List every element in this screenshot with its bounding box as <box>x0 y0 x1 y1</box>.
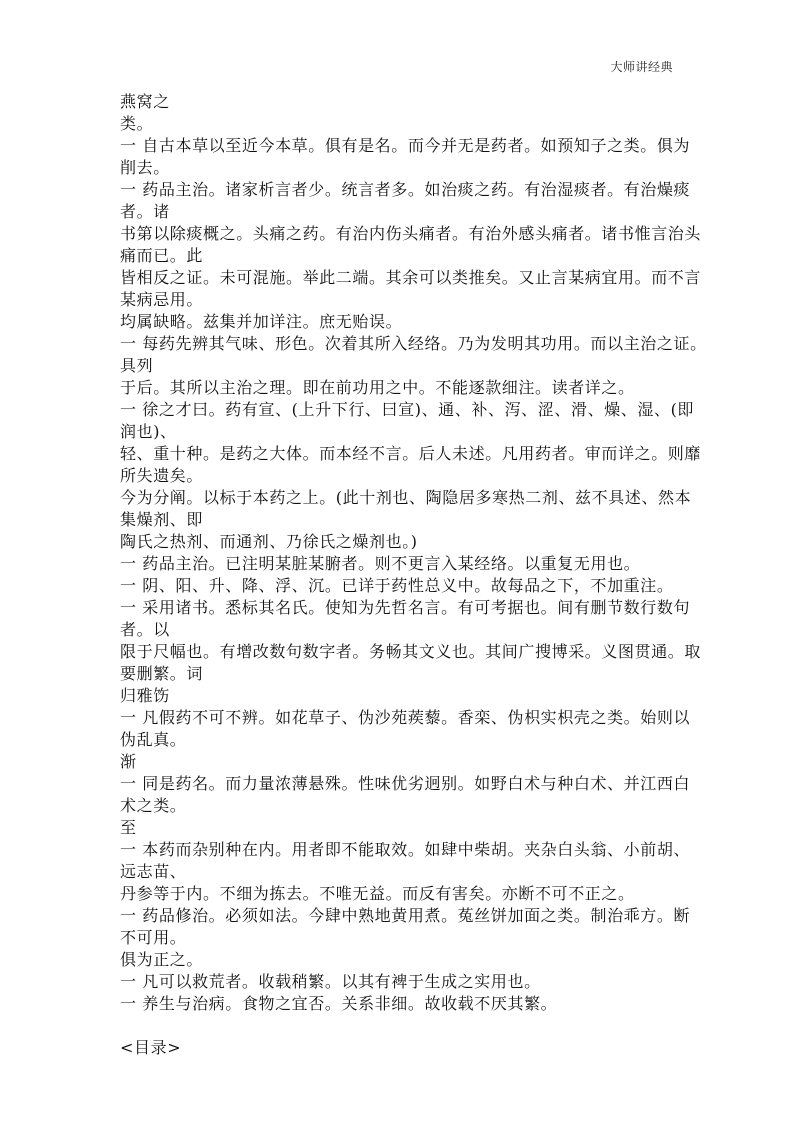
text-line: 一 采用诸书。悉标其名氏。使知为先哲名言。有可考据也。间有删节数行数句 <box>120 598 691 617</box>
document-body <box>120 91 707 1059</box>
text-line: 一 同是药名。而力量浓薄悬殊。性味优劣迥别。如野白术与种白术、并江西白 <box>120 774 691 793</box>
table-of-contents-link[interactable]: <目录> <box>120 1038 182 1057</box>
text-line: 者。诸 <box>120 202 170 221</box>
text-line: 术之类。 <box>120 796 187 815</box>
text-line: 一 药品主治。已注明某脏某腑者。则不更言入某经络。以重复无用也。 <box>120 554 641 573</box>
text-line: 至 <box>120 818 137 837</box>
text-line: 一 凡假药不可不辨。如花草子、伪沙苑蒺藜。香栾、伪枳实枳壳之类。始则以 <box>120 708 691 727</box>
text-line: 要删繁。词 <box>120 664 204 683</box>
text-line: 限于尺幅也。有增改数句数字者。务畅其文义也。其间广搜博采。义图贯通。取 <box>120 642 702 661</box>
text-line: 书第以除痰概之。头痛之药。有治内伤头痛者。有治外感头痛者。诸书惟言治头 <box>120 224 702 243</box>
text-line: 陶氏之热剂、而通剂、乃徐氏之燥剂也。) <box>120 532 418 551</box>
text-line: 归雅饬 <box>120 686 170 705</box>
text-line: 一 本药而杂别种在内。用者即不能取效。如肆中柴胡。夹杂白头翁、小前胡、 <box>120 840 691 859</box>
text-line: 不可用。 <box>120 928 187 947</box>
text-line: 一 徐之才曰。药有宣、(上升下行、曰宣)、通、补、泻、涩、滑、燥、湿、(即 <box>120 400 695 419</box>
text-line: 轻、重十种。是药之大体。而本经不言。后人未述。凡用药者。审而详之。则靡 <box>120 444 702 463</box>
page-header: 大师讲经典 <box>610 60 673 74</box>
text-line: 痛而已。此 <box>120 246 204 265</box>
text-line: 润也)、 <box>120 422 177 441</box>
text-line: 一 每药先辨其气味、形色。次着其所入经络。乃为发明其功用。而以主治之证。 <box>120 334 707 353</box>
toc-line <box>120 1037 676 1059</box>
text-line: 一 药品修治。必须如法。今肆中熟地黄用煮。菟丝饼加面之类。制治乖方。断 <box>120 906 691 925</box>
text-line: 一 养生与治病。食物之宜否。关系非细。故收载不厌其繁。 <box>120 994 558 1013</box>
text-line: 伪乱真。 <box>120 730 187 749</box>
text-line: 一 阴、阳、升、降、浮、沉。已详于药性总义中。故每品之下，不加重注。 <box>120 576 674 595</box>
text-line: 类。 <box>120 114 154 133</box>
text-line: 一 自古本草以至近今本草。俱有是名。而今并无是药者。如预知子之类。俱为 <box>120 136 691 155</box>
text-line: 渐 <box>120 752 137 771</box>
text-line: 一 药品主治。诸家析言者少。统言者多。如治痰之药。有治湿痰者。有治燥痰 <box>120 180 691 199</box>
text-line: 集燥剂、即 <box>120 510 204 529</box>
text-line: 削去。 <box>120 158 170 177</box>
text-line: 者。以 <box>120 620 170 639</box>
text-line: 燕窝之 <box>120 92 170 111</box>
text-line: 丹参等于内。不细为拣去。不唯无益。而反有害矣。亦断不可不正之。 <box>120 884 635 903</box>
text-line: 于后。其所以主治之理。即在前功用之中。不能逐款细注。读者详之。 <box>120 378 635 397</box>
text-line: 均属缺略。兹集并加详注。庶无贻误。 <box>120 312 403 331</box>
blank-line <box>120 1015 676 1037</box>
text-line: 皆相反之证。未可混施。举此二端。其余可以类推矣。又止言某病宜用。而不言 <box>120 268 702 287</box>
text-line: 所失遗矣。 <box>120 466 204 485</box>
text-line: 某病忌用。 <box>120 290 204 309</box>
text-line: 一 凡可以救荒者。收载稍繁。以其有裨于生成之实用也。 <box>120 972 541 991</box>
text-line: 今为分阐。以标于本药之上。(此十剂也、陶隐居多寒热二剂、兹不具述、然本 <box>120 488 692 507</box>
text-line: 俱为正之。 <box>120 950 204 969</box>
text-line: 远志苗、 <box>120 862 187 881</box>
text-line: 具列 <box>120 356 154 375</box>
